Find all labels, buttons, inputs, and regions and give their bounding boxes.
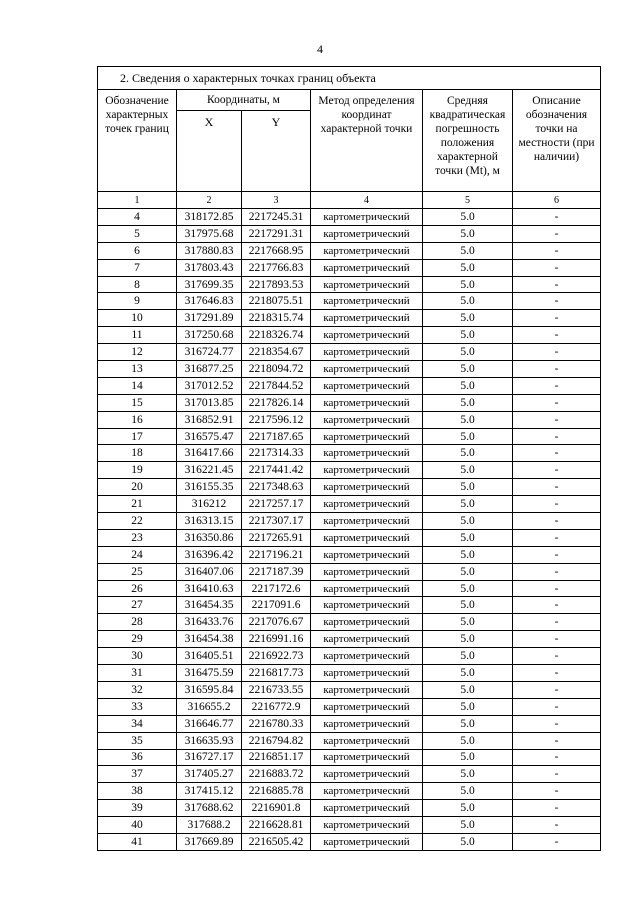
point-number-cell: 38	[98, 783, 177, 800]
column-number: 4	[311, 192, 423, 209]
coord-x-cell: 316595.84	[177, 681, 242, 698]
error-cell: 5.0	[423, 817, 513, 834]
table-row	[98, 766, 601, 783]
description-cell: -	[513, 394, 601, 411]
description-cell: -	[513, 749, 601, 766]
description-cell: -	[513, 293, 601, 310]
description-cell: -	[513, 580, 601, 597]
method-cell: картометрический	[311, 665, 423, 682]
method-cell: картометрический	[311, 563, 423, 580]
coord-x-cell: 317012.52	[177, 377, 242, 394]
point-number-cell: 19	[98, 462, 177, 479]
coord-y-cell: 2218075.51	[242, 293, 311, 310]
point-number-cell: 33	[98, 698, 177, 715]
coord-x-cell: 316221.45	[177, 462, 242, 479]
table-row	[98, 648, 601, 665]
description-cell: -	[513, 766, 601, 783]
description-cell: -	[513, 631, 601, 648]
error-cell: 5.0	[423, 833, 513, 850]
coord-y-cell: 2216885.78	[242, 783, 311, 800]
coord-x-cell: 316724.77	[177, 344, 242, 361]
method-cell: картометрический	[311, 715, 423, 732]
table-row	[98, 293, 601, 310]
table-row	[98, 344, 601, 361]
coord-y-cell: 2217257.17	[242, 496, 311, 513]
coord-x-cell: 316852.91	[177, 411, 242, 428]
coord-x-cell: 317646.83	[177, 293, 242, 310]
coord-x-cell: 316212	[177, 496, 242, 513]
method-cell: картометрический	[311, 783, 423, 800]
description-cell: -	[513, 833, 601, 850]
coord-x-cell: 318172.85	[177, 209, 242, 226]
coord-y-cell: 2216794.82	[242, 732, 311, 749]
description-cell: -	[513, 259, 601, 276]
method-cell: картометрический	[311, 496, 423, 513]
method-cell: картометрический	[311, 513, 423, 530]
table-row	[98, 462, 601, 479]
error-cell: 5.0	[423, 276, 513, 293]
description-cell: -	[513, 732, 601, 749]
description-cell: -	[513, 681, 601, 698]
coord-y-cell: 2216780.33	[242, 715, 311, 732]
coord-y-cell: 2217596.12	[242, 411, 311, 428]
header-description: Описание обозначения точки на местности (при наличии)	[513, 90, 601, 192]
coord-y-cell: 2217187.65	[242, 428, 311, 445]
table-row	[98, 209, 601, 226]
point-number-cell: 36	[98, 749, 177, 766]
page-number: 4	[317, 42, 323, 56]
table-row	[98, 445, 601, 462]
table-row	[98, 529, 601, 546]
coord-y-cell: 2216883.72	[242, 766, 311, 783]
coord-x-cell: 316475.59	[177, 665, 242, 682]
error-cell: 5.0	[423, 614, 513, 631]
coord-y-cell: 2217291.31	[242, 225, 311, 242]
table-row	[98, 242, 601, 259]
method-cell: картометрический	[311, 462, 423, 479]
table-row	[98, 631, 601, 648]
method-cell: картометрический	[311, 377, 423, 394]
description-cell: -	[513, 496, 601, 513]
point-number-cell: 16	[98, 411, 177, 428]
method-cell: картометрический	[311, 445, 423, 462]
description-cell: -	[513, 276, 601, 293]
error-cell: 5.0	[423, 496, 513, 513]
method-cell: картометрический	[311, 614, 423, 631]
method-cell: картометрический	[311, 394, 423, 411]
error-cell: 5.0	[423, 783, 513, 800]
table-row	[98, 225, 601, 242]
header-y: Y	[242, 111, 311, 192]
table-row	[98, 800, 601, 817]
point-number-cell: 34	[98, 715, 177, 732]
coord-x-cell: 316407.06	[177, 563, 242, 580]
method-cell: картометрический	[311, 800, 423, 817]
point-number-cell: 13	[98, 361, 177, 378]
description-cell: -	[513, 597, 601, 614]
method-cell: картометрический	[311, 648, 423, 665]
point-number-cell: 17	[98, 428, 177, 445]
method-cell: картометрический	[311, 698, 423, 715]
error-cell: 5.0	[423, 394, 513, 411]
point-number-cell: 11	[98, 327, 177, 344]
point-number-cell: 9	[98, 293, 177, 310]
description-cell: -	[513, 698, 601, 715]
coord-y-cell: 2216901.8	[242, 800, 311, 817]
method-cell: картометрический	[311, 242, 423, 259]
column-number: 3	[242, 192, 311, 209]
method-cell: картометрический	[311, 411, 423, 428]
point-number-cell: 40	[98, 817, 177, 834]
point-number-cell: 27	[98, 597, 177, 614]
point-number-cell: 41	[98, 833, 177, 850]
point-number-cell: 29	[98, 631, 177, 648]
description-cell: -	[513, 445, 601, 462]
coord-y-cell: 2217245.31	[242, 209, 311, 226]
description-cell: -	[513, 209, 601, 226]
coord-y-cell: 2217196.21	[242, 546, 311, 563]
error-cell: 5.0	[423, 698, 513, 715]
coord-x-cell: 317880.83	[177, 242, 242, 259]
header-error: Средняя квадратическая погрешность положения характерной точки (Mt), м	[423, 90, 513, 192]
error-cell: 5.0	[423, 597, 513, 614]
description-cell: -	[513, 428, 601, 445]
coord-x-cell: 316405.51	[177, 648, 242, 665]
point-number-cell: 20	[98, 479, 177, 496]
error-cell: 5.0	[423, 445, 513, 462]
table-row	[98, 698, 601, 715]
coord-y-cell: 2216851.17	[242, 749, 311, 766]
coord-x-cell: 316350.86	[177, 529, 242, 546]
method-cell: картометрический	[311, 293, 423, 310]
table-row	[98, 259, 601, 276]
header-method: Метод определения координат характерной точки	[311, 90, 423, 192]
error-cell: 5.0	[423, 580, 513, 597]
method-cell: картометрический	[311, 259, 423, 276]
table-row	[98, 749, 601, 766]
coord-y-cell: 2216817.73	[242, 665, 311, 682]
description-cell: -	[513, 715, 601, 732]
point-number-cell: 8	[98, 276, 177, 293]
description-cell: -	[513, 648, 601, 665]
error-cell: 5.0	[423, 732, 513, 749]
coord-y-cell: 2217826.14	[242, 394, 311, 411]
coord-x-cell: 316396.42	[177, 546, 242, 563]
point-number-cell: 31	[98, 665, 177, 682]
table-row	[98, 833, 601, 850]
coord-x-cell: 316454.38	[177, 631, 242, 648]
header-designation: Обозначение характерных точек границ	[98, 90, 177, 192]
coord-y-cell: 2217893.53	[242, 276, 311, 293]
point-number-cell: 23	[98, 529, 177, 546]
error-cell: 5.0	[423, 462, 513, 479]
table-row	[98, 411, 601, 428]
description-cell: -	[513, 546, 601, 563]
method-cell: картометрический	[311, 225, 423, 242]
error-cell: 5.0	[423, 766, 513, 783]
description-cell: -	[513, 783, 601, 800]
description-cell: -	[513, 462, 601, 479]
table-row	[98, 563, 601, 580]
error-cell: 5.0	[423, 428, 513, 445]
coord-x-cell: 317688.2	[177, 817, 242, 834]
coord-x-cell: 316433.76	[177, 614, 242, 631]
table-row	[98, 614, 601, 631]
method-cell: картометрический	[311, 327, 423, 344]
coord-x-cell: 317975.68	[177, 225, 242, 242]
point-number-cell: 32	[98, 681, 177, 698]
coord-x-cell: 317688.62	[177, 800, 242, 817]
coord-y-cell: 2216505.42	[242, 833, 311, 850]
method-cell: картометрический	[311, 681, 423, 698]
error-cell: 5.0	[423, 715, 513, 732]
coord-x-cell: 316635.93	[177, 732, 242, 749]
section-title: 2. Сведения о характерных точках границ объекта	[98, 67, 601, 90]
coord-y-cell: 2216922.73	[242, 648, 311, 665]
error-cell: 5.0	[423, 293, 513, 310]
point-number-cell: 10	[98, 310, 177, 327]
error-cell: 5.0	[423, 327, 513, 344]
column-number: 6	[513, 192, 601, 209]
description-cell: -	[513, 800, 601, 817]
coord-x-cell: 316313.15	[177, 513, 242, 530]
description-cell: -	[513, 344, 601, 361]
column-numbers-row	[98, 192, 601, 209]
error-cell: 5.0	[423, 310, 513, 327]
table-row	[98, 546, 601, 563]
error-cell: 5.0	[423, 631, 513, 648]
point-number-cell: 18	[98, 445, 177, 462]
table-row	[98, 327, 601, 344]
column-number: 1	[98, 192, 177, 209]
coord-x-cell: 316155.35	[177, 479, 242, 496]
boundary-points-table	[97, 66, 601, 851]
coord-x-cell: 317669.89	[177, 833, 242, 850]
coord-y-cell: 2218094.72	[242, 361, 311, 378]
table-row	[98, 580, 601, 597]
coord-x-cell: 316727.17	[177, 749, 242, 766]
table-row	[98, 361, 601, 378]
coord-x-cell: 316575.47	[177, 428, 242, 445]
method-cell: картометрический	[311, 479, 423, 496]
table-row	[98, 310, 601, 327]
point-number-cell: 7	[98, 259, 177, 276]
coord-x-cell: 316877.25	[177, 361, 242, 378]
error-cell: 5.0	[423, 529, 513, 546]
table-row	[98, 276, 601, 293]
error-cell: 5.0	[423, 377, 513, 394]
table-row	[98, 783, 601, 800]
error-cell: 5.0	[423, 681, 513, 698]
method-cell: картометрический	[311, 310, 423, 327]
error-cell: 5.0	[423, 800, 513, 817]
method-cell: картометрический	[311, 276, 423, 293]
error-cell: 5.0	[423, 665, 513, 682]
point-number-cell: 35	[98, 732, 177, 749]
description-cell: -	[513, 817, 601, 834]
description-cell: -	[513, 665, 601, 682]
coord-x-cell: 317803.43	[177, 259, 242, 276]
table-row	[98, 479, 601, 496]
coord-x-cell: 316646.77	[177, 715, 242, 732]
error-cell: 5.0	[423, 344, 513, 361]
column-number: 2	[177, 192, 242, 209]
point-number-cell: 25	[98, 563, 177, 580]
coord-x-cell: 317415.12	[177, 783, 242, 800]
coord-y-cell: 2217091.6	[242, 597, 311, 614]
error-cell: 5.0	[423, 479, 513, 496]
point-number-cell: 4	[98, 209, 177, 226]
error-cell: 5.0	[423, 259, 513, 276]
point-number-cell: 5	[98, 225, 177, 242]
method-cell: картометрический	[311, 833, 423, 850]
point-number-cell: 37	[98, 766, 177, 783]
description-cell: -	[513, 242, 601, 259]
table-row	[98, 428, 601, 445]
error-cell: 5.0	[423, 411, 513, 428]
method-cell: картометрический	[311, 546, 423, 563]
table-row	[98, 377, 601, 394]
description-cell: -	[513, 563, 601, 580]
method-cell: картометрический	[311, 817, 423, 834]
table-row	[98, 681, 601, 698]
point-number-cell: 22	[98, 513, 177, 530]
method-cell: картометрический	[311, 344, 423, 361]
table-row	[98, 665, 601, 682]
point-number-cell: 28	[98, 614, 177, 631]
error-cell: 5.0	[423, 225, 513, 242]
description-cell: -	[513, 361, 601, 378]
description-cell: -	[513, 479, 601, 496]
coord-x-cell: 316655.2	[177, 698, 242, 715]
point-number-cell: 14	[98, 377, 177, 394]
coord-x-cell: 317013.85	[177, 394, 242, 411]
coord-x-cell: 316410.63	[177, 580, 242, 597]
coord-y-cell: 2217187.39	[242, 563, 311, 580]
coord-y-cell: 2216733.55	[242, 681, 311, 698]
table-body	[98, 209, 601, 851]
method-cell: картометрический	[311, 209, 423, 226]
coord-y-cell: 2216628.81	[242, 817, 311, 834]
table-row	[98, 496, 601, 513]
point-number-cell: 30	[98, 648, 177, 665]
point-number-cell: 39	[98, 800, 177, 817]
error-cell: 5.0	[423, 749, 513, 766]
coord-y-cell: 2217314.33	[242, 445, 311, 462]
description-cell: -	[513, 377, 601, 394]
method-cell: картометрический	[311, 580, 423, 597]
method-cell: картометрический	[311, 597, 423, 614]
description-cell: -	[513, 614, 601, 631]
coord-x-cell: 317405.27	[177, 766, 242, 783]
coord-y-cell: 2217348.63	[242, 479, 311, 496]
coord-y-cell: 2217766.83	[242, 259, 311, 276]
coord-y-cell: 2218315.74	[242, 310, 311, 327]
table-row	[98, 597, 601, 614]
error-cell: 5.0	[423, 361, 513, 378]
method-cell: картометрический	[311, 631, 423, 648]
table-row	[98, 715, 601, 732]
description-cell: -	[513, 310, 601, 327]
coord-y-cell: 2217844.52	[242, 377, 311, 394]
method-cell: картометрический	[311, 766, 423, 783]
coord-y-cell: 2217076.67	[242, 614, 311, 631]
point-number-cell: 15	[98, 394, 177, 411]
error-cell: 5.0	[423, 546, 513, 563]
coord-x-cell: 317699.35	[177, 276, 242, 293]
table-row	[98, 394, 601, 411]
description-cell: -	[513, 225, 601, 242]
coord-y-cell: 2217307.17	[242, 513, 311, 530]
description-cell: -	[513, 529, 601, 546]
header-x: X	[177, 111, 242, 192]
coord-y-cell: 2216772.9	[242, 698, 311, 715]
table-row	[98, 513, 601, 530]
method-cell: картометрический	[311, 732, 423, 749]
coord-y-cell: 2216991.16	[242, 631, 311, 648]
description-cell: -	[513, 327, 601, 344]
point-number-cell: 24	[98, 546, 177, 563]
error-cell: 5.0	[423, 563, 513, 580]
method-cell: картометрический	[311, 529, 423, 546]
description-cell: -	[513, 411, 601, 428]
coord-x-cell: 317250.68	[177, 327, 242, 344]
method-cell: картометрический	[311, 749, 423, 766]
coord-y-cell: 2217172.6	[242, 580, 311, 597]
point-number-cell: 26	[98, 580, 177, 597]
coord-y-cell: 2217668.95	[242, 242, 311, 259]
error-cell: 5.0	[423, 648, 513, 665]
error-cell: 5.0	[423, 513, 513, 530]
coord-y-cell: 2217265.91	[242, 529, 311, 546]
column-number: 5	[423, 192, 513, 209]
coord-y-cell: 2217441.42	[242, 462, 311, 479]
error-cell: 5.0	[423, 209, 513, 226]
point-number-cell: 21	[98, 496, 177, 513]
point-number-cell: 6	[98, 242, 177, 259]
table-row	[98, 732, 601, 749]
method-cell: картометрический	[311, 361, 423, 378]
method-cell: картометрический	[311, 428, 423, 445]
description-cell: -	[513, 513, 601, 530]
point-number-cell: 12	[98, 344, 177, 361]
coord-x-cell: 317291.89	[177, 310, 242, 327]
table-row	[98, 817, 601, 834]
coord-y-cell: 2218354.67	[242, 344, 311, 361]
error-cell: 5.0	[423, 242, 513, 259]
coord-y-cell: 2218326.74	[242, 327, 311, 344]
header-coordinates: Координаты, м	[177, 90, 311, 111]
coord-x-cell: 316417.66	[177, 445, 242, 462]
coord-x-cell: 316454.35	[177, 597, 242, 614]
